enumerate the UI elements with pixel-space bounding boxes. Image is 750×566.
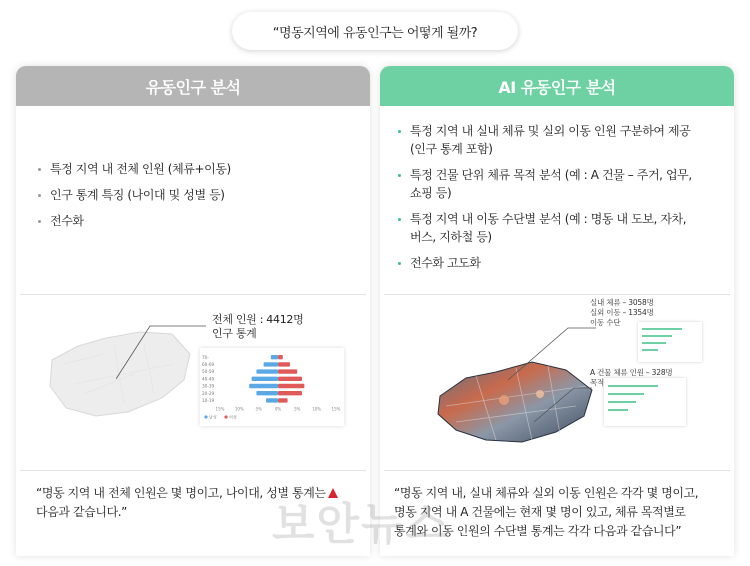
- outdoor-count-label: 실외 이동 – 1354명: [590, 308, 654, 317]
- legend-label: 남성: [209, 414, 217, 420]
- right-bullet-list: [396, 122, 726, 280]
- right-panel: [380, 66, 734, 556]
- question-bubble: [232, 12, 518, 50]
- bar-male: [266, 398, 278, 402]
- left-bullet-list: [36, 160, 356, 238]
- leader-line: [534, 384, 594, 424]
- list-item-line: (인구 통계 포함): [410, 142, 493, 156]
- bar-female: [278, 377, 302, 381]
- list-item: 특정 지역 내 전체 인원 (체류+이동): [36, 160, 356, 178]
- transport-label: 이동 수단: [590, 318, 621, 327]
- tick-label: 10%: [234, 406, 244, 412]
- tick-label: 10-19: [202, 398, 215, 403]
- quote-line: “명동 지역 내 전체 인원은 몇 명이고, 나이대, 성별 통계는: [36, 486, 326, 500]
- purpose-label: 목적: [590, 378, 605, 387]
- right-panel-header: [380, 66, 734, 106]
- legend-swatch: [204, 415, 207, 418]
- bar-male: [256, 369, 278, 373]
- purpose-table-card: [604, 378, 686, 426]
- bar-female: [278, 391, 302, 395]
- list-item: [396, 254, 726, 272]
- bar-female: [278, 398, 288, 402]
- bar-male: [249, 384, 278, 388]
- bar-female: [278, 362, 290, 366]
- legend-label: 여성: [229, 414, 237, 420]
- leader-line: [508, 322, 598, 382]
- divider: [384, 470, 730, 471]
- bar-female: [278, 384, 304, 388]
- list-item: [396, 122, 726, 158]
- tick-label: 0%: [274, 406, 282, 412]
- list-item-line: 전수화 고도화: [410, 256, 481, 270]
- building-count-label: A 건물 체류 인원 – 328명: [590, 368, 673, 377]
- list-item-line: 특정 건물 단위 체류 목적 분석 (예 : A 건물 – 주거, 업무,: [410, 168, 692, 182]
- tick-label: 50-59: [202, 369, 215, 375]
- bar-female: [278, 355, 283, 359]
- demographics-label: 인구 통계: [212, 327, 257, 340]
- bar-male: [271, 355, 278, 359]
- logo-accent-icon: [326, 486, 340, 500]
- list-item: [396, 166, 726, 202]
- transport-table-card: [638, 322, 702, 362]
- bar-male: [252, 377, 278, 381]
- list-item: 전수화: [36, 212, 356, 230]
- quote-line: “명동 지역 내, 실내 체류와 실외 이동 인원은 각각 몇 명이고,: [394, 486, 699, 500]
- left-panel-title: 유동인구 분석: [145, 77, 241, 97]
- tick-label: 5%: [255, 406, 262, 412]
- legend-swatch: [224, 415, 227, 418]
- list-item-line: 특정 지역 내 이동 수단별 분석 (예 : 명동 내 도보, 자차,: [410, 212, 687, 226]
- tick-label: 5%: [294, 406, 301, 412]
- tick-label: 40-49: [202, 376, 215, 382]
- tick-label: 70-: [202, 354, 209, 360]
- tick-label: 20-29: [202, 390, 215, 396]
- list-item-line: 쇼핑 등): [410, 186, 452, 200]
- left-panel-header: [16, 66, 370, 106]
- right-panel-title: AI 유동인구 분석: [498, 77, 616, 97]
- watermark-logo: 보안뉴스: [272, 499, 451, 550]
- quote-line: 통계와 이동 인원의 수단별 통계는 각각 다음과 같습니다”: [394, 524, 682, 538]
- tick-label: 10%: [312, 406, 322, 412]
- tick-label: 60-69: [202, 362, 215, 367]
- pyramid-card: [200, 348, 344, 426]
- list-item: 인구 통계 특징 (나이대 및 성별 등): [36, 186, 356, 204]
- indoor-count-label: 실내 체류 – 3058명: [590, 298, 654, 307]
- quote-line: 다음과 같습니다.”: [36, 505, 127, 519]
- bar-male: [256, 391, 278, 395]
- tick-label: 30-39: [202, 383, 215, 389]
- list-item: [396, 210, 726, 246]
- divider: [20, 470, 366, 471]
- bar-male: [264, 362, 278, 366]
- list-item-line: 특정 지역 내 실내 체류 및 실외 이동 인원 구분하여 제공: [410, 124, 691, 138]
- divider: [20, 294, 366, 295]
- left-panel: [16, 66, 370, 556]
- tick-label: 15%: [215, 406, 225, 412]
- total-count-label: 전체 인원 : 4412명: [212, 313, 304, 326]
- bar-female: [278, 369, 297, 373]
- divider: [384, 294, 730, 295]
- population-pyramid-chart: [200, 348, 344, 426]
- quote-line: 명동 지역 내 A 건물에는 현재 몇 명이 있고, 체류 목적별로: [394, 505, 686, 519]
- tick-label: 15%: [331, 406, 341, 412]
- question-text: “명동지역에 유동인구는 어떻게 될까?: [272, 25, 478, 41]
- list-item-line: 버스, 지하철 등): [410, 230, 492, 244]
